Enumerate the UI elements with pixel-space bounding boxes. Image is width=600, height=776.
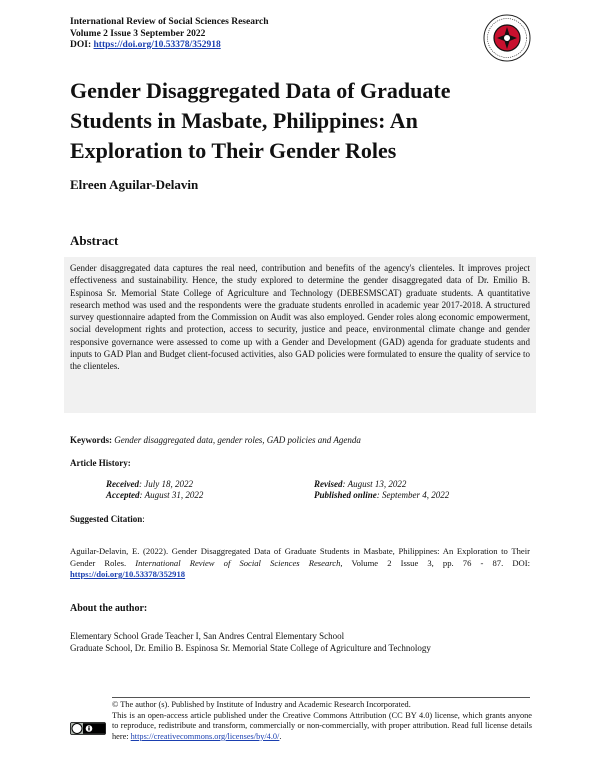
history-published [314,490,449,500]
keywords-label: Keywords: [70,435,112,445]
license-link[interactable]: https://creativecommons.org/licenses/by/4.0/ [130,731,280,741]
abstract-text: Gender disaggregated data captures the real need, contribution and benefits of the agency's clienteles. It improves project effectiveness and sustainability. Hence, the study explored to determine the gender disaggregated data of Dr. Emilio B. Espinosa Sr. Memorial State College of Agriculture and Technology (DEBESMSCAT) graduate students. A quantitative research method was used and the respondents were the graduate students enrolled in academic year 2017-2018. A structured survey questionnaire adapted from the Commission on Audit was also employed. Gender roles along economic empowerment, social development rights and protection, access to security, justice and peace, environmental climate change and gender responsive governance were assessed to come up with a Gender and Development (GAD) agenda for graduate students and inputs to GAD Plan and Budget client-focused activities, also GAD policies were formulated to ensure the quality of service to the clienteles. [70,263,530,372]
revised-date: : August 13, 2022 [342,479,407,489]
citation-heading-colon: : [142,514,145,524]
affiliation-1: Elementary School Grade Teacher I, San Andres Central Elementary School [70,631,345,641]
keywords [70,435,530,445]
citation-doi-link[interactable]: https://doi.org/10.53378/352918 [70,569,186,579]
license-body [112,711,532,743]
footer-rule [112,697,530,698]
keywords-text: Gender disaggregated data, gender roles, GAD policies and Agenda [114,435,361,445]
history-received [106,479,193,489]
citation-part-b: , Volume 2 Issue 3, pp. 76 - 87. DOI: [340,557,530,568]
accepted-label: Accepted [106,490,140,500]
doi-link[interactable]: https://doi.org/10.53378/352918 [93,40,221,50]
published-label: Published online [314,490,377,500]
license-end: . [279,731,282,741]
journal-header [70,17,269,52]
received-label: Received [106,479,139,489]
doi-label: DOI: [70,40,92,50]
license-text: This is an open-access article published under the Creative Commons Attribution (CC BY 4.0) license, which grants anyone to reproduce, redistribute and transform, commercially or non-commercially, with proper attribution. Read full license details here: [112,710,532,741]
history-revised [314,479,406,489]
citation-heading [70,514,145,524]
revised-label: Revised [314,479,343,489]
abstract-heading: Abstract [70,233,119,248]
article-history-heading: Article History: [70,458,131,468]
citation-part-a: Aguilar-Delavin, E. (2022). Gender Disaggregated Data of Graduate Students in Masbate, Philippines: An Exploration to Their Gender Roles. [70,546,530,568]
license-copyright: © The author (s). Published by Institute of Industry and Academic Research Incorporated. [112,700,411,709]
citation-journal: International Review of Social Sciences Research [135,557,341,568]
journal-doi [70,40,269,52]
accepted-date: : August 31, 2022 [139,490,204,500]
author-name: Elreen Aguilar-Delavin [70,177,199,192]
license-notice [112,700,532,742]
received-date: : July 18, 2022 [138,479,193,489]
paper-title: Gender Disaggregated Data of Graduate Students in Masbate, Philippines: An Exploration to Their Gender Roles [70,78,451,163]
journal-issue: Volume 2 Issue 3 September 2022 [70,28,206,39]
about-author-heading: About the author: [70,603,148,614]
journal-name: International Review of Social Sciences Research [70,17,269,27]
affiliation-2: Graduate School, Dr. Emilio B. Espinosa Sr. Memorial State College of Agriculture and Technology [70,643,431,653]
cc-by-license-icon [70,722,106,735]
published-date: : September 4, 2022 [376,490,450,500]
institute-seal-logo [483,14,531,62]
history-accepted [106,490,203,500]
citation-text [70,546,530,581]
citation-heading-label: Suggested Citation [70,514,143,524]
